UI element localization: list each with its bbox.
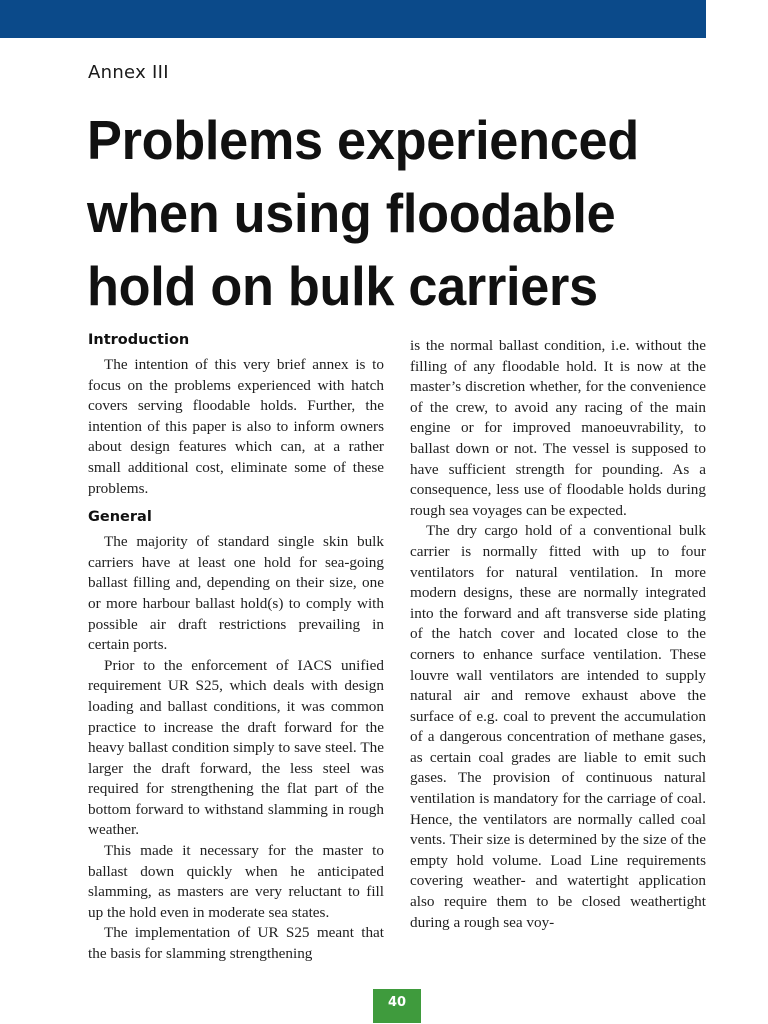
page-title: Problems experienced when using floodable hold on bulk carriers bbox=[87, 109, 639, 317]
left-column bbox=[88, 330, 384, 965]
annex-label: Annex III bbox=[88, 62, 169, 83]
paragraph: is the normal ballast condition, i.e. without the filling of any floodable hold. It is now at the master’s discretion whether, for the convenience of the crew, to avoid any racing of the main engine or for improved manoeuvrability, to ballast down or not. The vessel is supposed to have sufficient strength for pounding. As a consequence, less use of floodable holds during rough sea voyages can be expected. bbox=[410, 337, 706, 519]
paragraph: This made it necessary for the master to ballast down quickly when he anticipated slamming, as masters are very reluctant to fill up the hold even in moderate sea states. bbox=[88, 842, 384, 921]
paragraph: The dry cargo hold of a conventional bulk carrier is normally fitted with up to four ventilators for natural ventilation. In more modern designs, these are normally integrated into the forward and aft transverse side plating of the hatch cover and located close to the corners to enhance surface ventilation. These louvre wall ventilators are intended to supply natural air and remove exhaust above the surface of e.g. coal to prevent the accumulation of a dangerous concentration of methane gases, as certain coal grades are liable to emit such gases. The provision of continuous natural ventilation is mandatory for the carriage of coal. Hence, the ventilators are normally called coal vents. Their size is determined by the size of the empty hold volume. Load Line requirements covering weather- and watertight application also require them to be closed weathertight during a rough sea voy- bbox=[410, 522, 706, 931]
page-number: 40 bbox=[387, 995, 407, 1010]
paragraph: Prior to the enforcement of IACS unified requirement UR S25, which deals with design loading and ballast conditions, it was common practice to increase the draft forward for the heavy ballast condition simply to save steel. The larger the draft forward, the less steel was required for strengthening the flat part of the bottom forward to withstand slamming in rough weather. bbox=[88, 656, 384, 839]
right-column bbox=[410, 336, 706, 933]
paragraph: The implementation of UR S25 meant that the basis for slamming strengthening bbox=[88, 924, 384, 963]
paragraph: The intention of this very brief annex is to focus on the problems experienced with hatch covers serving floodable holds. Further, the intention of this paper is also to inform owners about design features which can, at a rather small additional cost, eliminate some of these problems. bbox=[88, 356, 384, 497]
page-number-box bbox=[373, 989, 421, 1023]
section-heading-general: General bbox=[88, 509, 152, 526]
section-heading-introduction: Introduction bbox=[88, 332, 190, 348]
paragraph: The majority of standard single skin bulk carriers have at least one hold for sea-going ballast filling and, depending on their size, one or more harbour ballast hold(s) to comply with possible air draft restrictions prevailing in certain ports. bbox=[88, 533, 384, 654]
header-bar bbox=[0, 0, 706, 38]
